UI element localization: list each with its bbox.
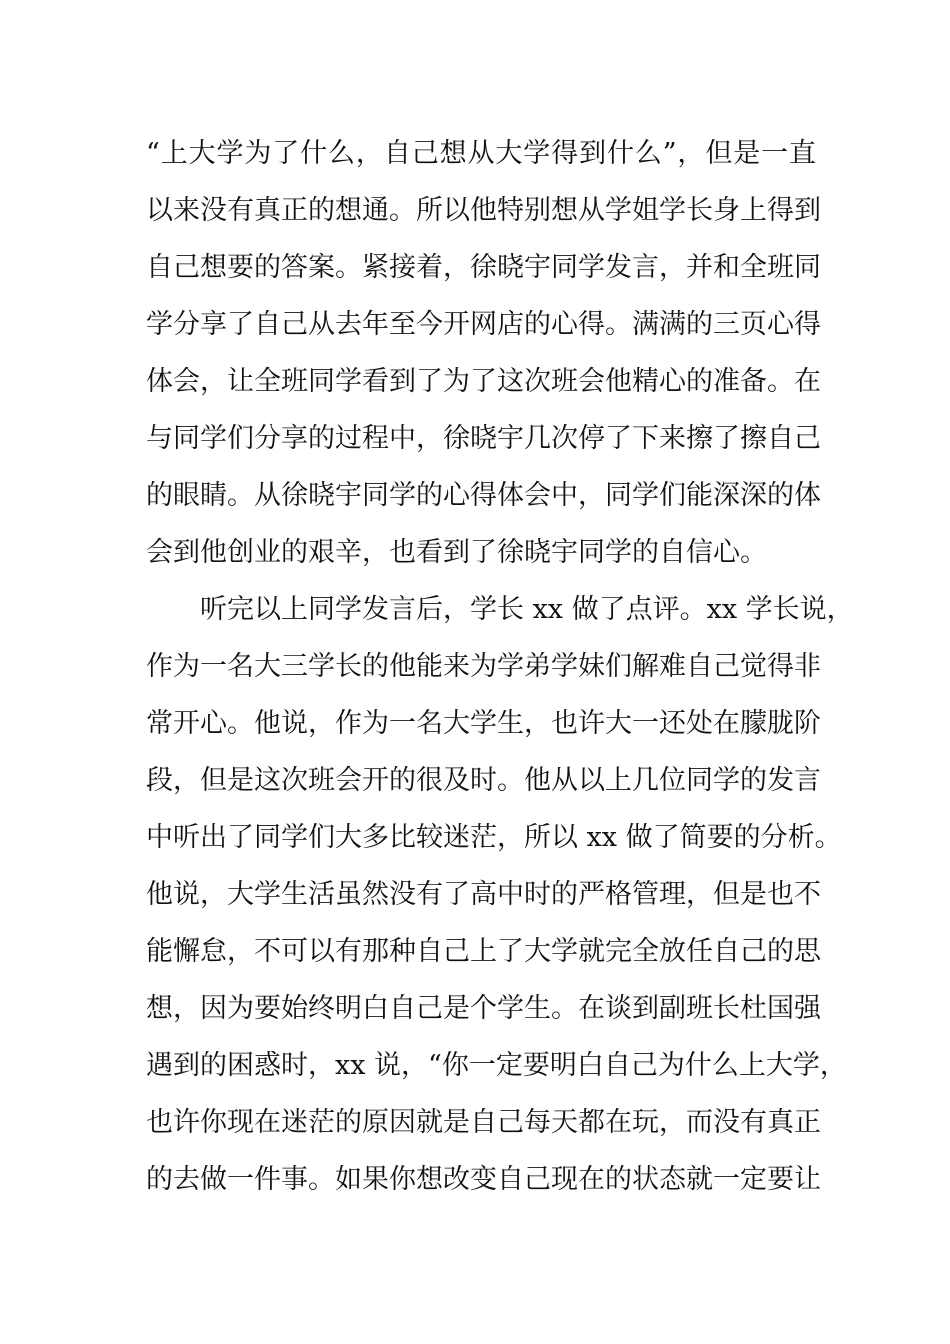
text-line: 遇到的困惑时，xx 说，“你一定要明白自己为什么上大学， [146,1050,847,1081]
text-line: 想，因为要始终明白自己是个学生。在谈到副班长杜国强 [146,993,821,1024]
text-line: 他说，大学生活虽然没有了高中时的严格管理，但是也不 [146,879,821,910]
text-line: 能懈怠，不可以有那种自己上了大学就完全放任自己的思 [146,936,821,967]
text-line: 体会，让全班同学看到了为了这次班会他精心的准备。在 [146,366,821,397]
text-line: 的眼睛。从徐晓宇同学的心得体会中，同学们能深深的体 [146,480,821,511]
paragraph-end-line: 会到他创业的艰辛，也看到了徐晓宇同学的自信心。 [146,537,767,568]
text-line: 以来没有真正的想通。所以他特别想从学姐学长身上得到 [146,195,821,226]
text-line: 段，但是这次班会开的很及时。他从以上几位同学的发言 [146,765,821,796]
text-line: 与同学们分享的过程中，徐晓宇几次停了下来擦了擦自己 [146,423,821,454]
text-line: 自己想要的答案。紧接着，徐晓宇同学发言，并和全班同 [146,252,821,283]
body-text [146,131,854,1214]
text-line: “上大学为了什么，自己想从大学得到什么”，但是一直 [146,138,816,169]
text-line: 作为一名大三学长的他能来为学弟学妹们解难自己觉得非 [146,651,821,682]
text-line: 学分享了自己从去年至今开网店的心得。满满的三页心得 [146,309,821,340]
text-line: 中听出了同学们大多比较迷茫，所以 xx 做了简要的分析。 [146,822,842,853]
paragraph-start-line: 听完以上同学发言后，学长 xx 做了点评。xx 学长说， [200,594,854,625]
text-line: 常开心。他说，作为一名大学生，也许大一还处在朦胧阶 [146,708,821,739]
text-line: 的去做一件事。如果你想改变自己现在的状态就一定要让 [146,1164,821,1195]
text-line: 也许你现在迷茫的原因就是自己每天都在玩，而没有真正 [146,1107,821,1138]
